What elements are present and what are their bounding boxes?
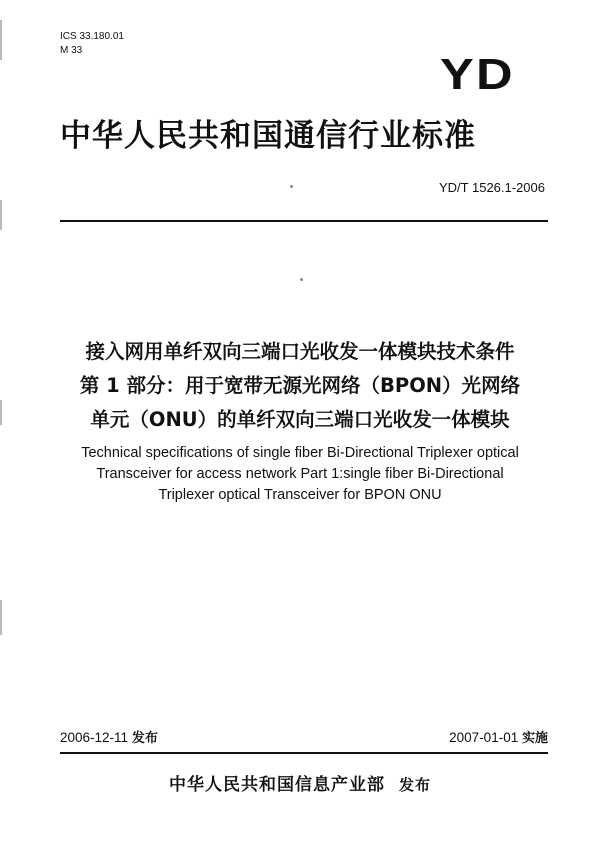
title-en-line: Technical specifications of single fiber Bi-Directional Triplexer optical [81,445,519,461]
title-zh-line: 接入网用单纤双向三端口光收发一体模块技术条件 [85,340,515,363]
title-zh-line: 第 1 部分：用于宽带无源光网络（BPON）光网络 [79,374,521,397]
scan-speck [290,185,293,188]
publish-date: 2006-12-11 [60,730,129,745]
scan-speck [300,278,303,281]
scan-edge-mark [0,600,2,635]
org-title: 中华人民共和国通信行业标准 [60,118,476,154]
ics-code: ICS 33.180.01 [60,31,124,42]
scan-edge-mark [0,20,2,60]
class-code: M 33 [60,45,83,56]
bottom-divider [60,752,548,754]
implement-date: 2007-01-01 [449,730,519,745]
implement-date-block [449,727,548,746]
top-divider [60,220,548,222]
standard-number: YD/T 1526.1-2006 [439,180,545,195]
issuer-name: 中华人民共和国信息产业部 [168,775,385,795]
title-english [0,443,600,506]
title-en-line: Transceiver for access network Part 1:single fiber Bi-Directional [96,466,504,482]
publish-label: 发布 [131,731,158,746]
issuer-verb: 发布 [398,776,431,794]
title-zh-line: 单元（ONU）的单纤双向三端口光收发一体模块 [90,408,510,431]
yd-logo: YD [440,50,515,99]
scan-edge-mark [0,200,2,230]
publish-date-block [60,727,158,746]
issuer-line [0,770,600,795]
classification-codes [60,30,124,58]
title-chinese [0,335,600,437]
implement-label: 实施 [521,731,548,746]
title-en-line: Triplexer optical Transceiver for BPON ONU [158,487,442,503]
